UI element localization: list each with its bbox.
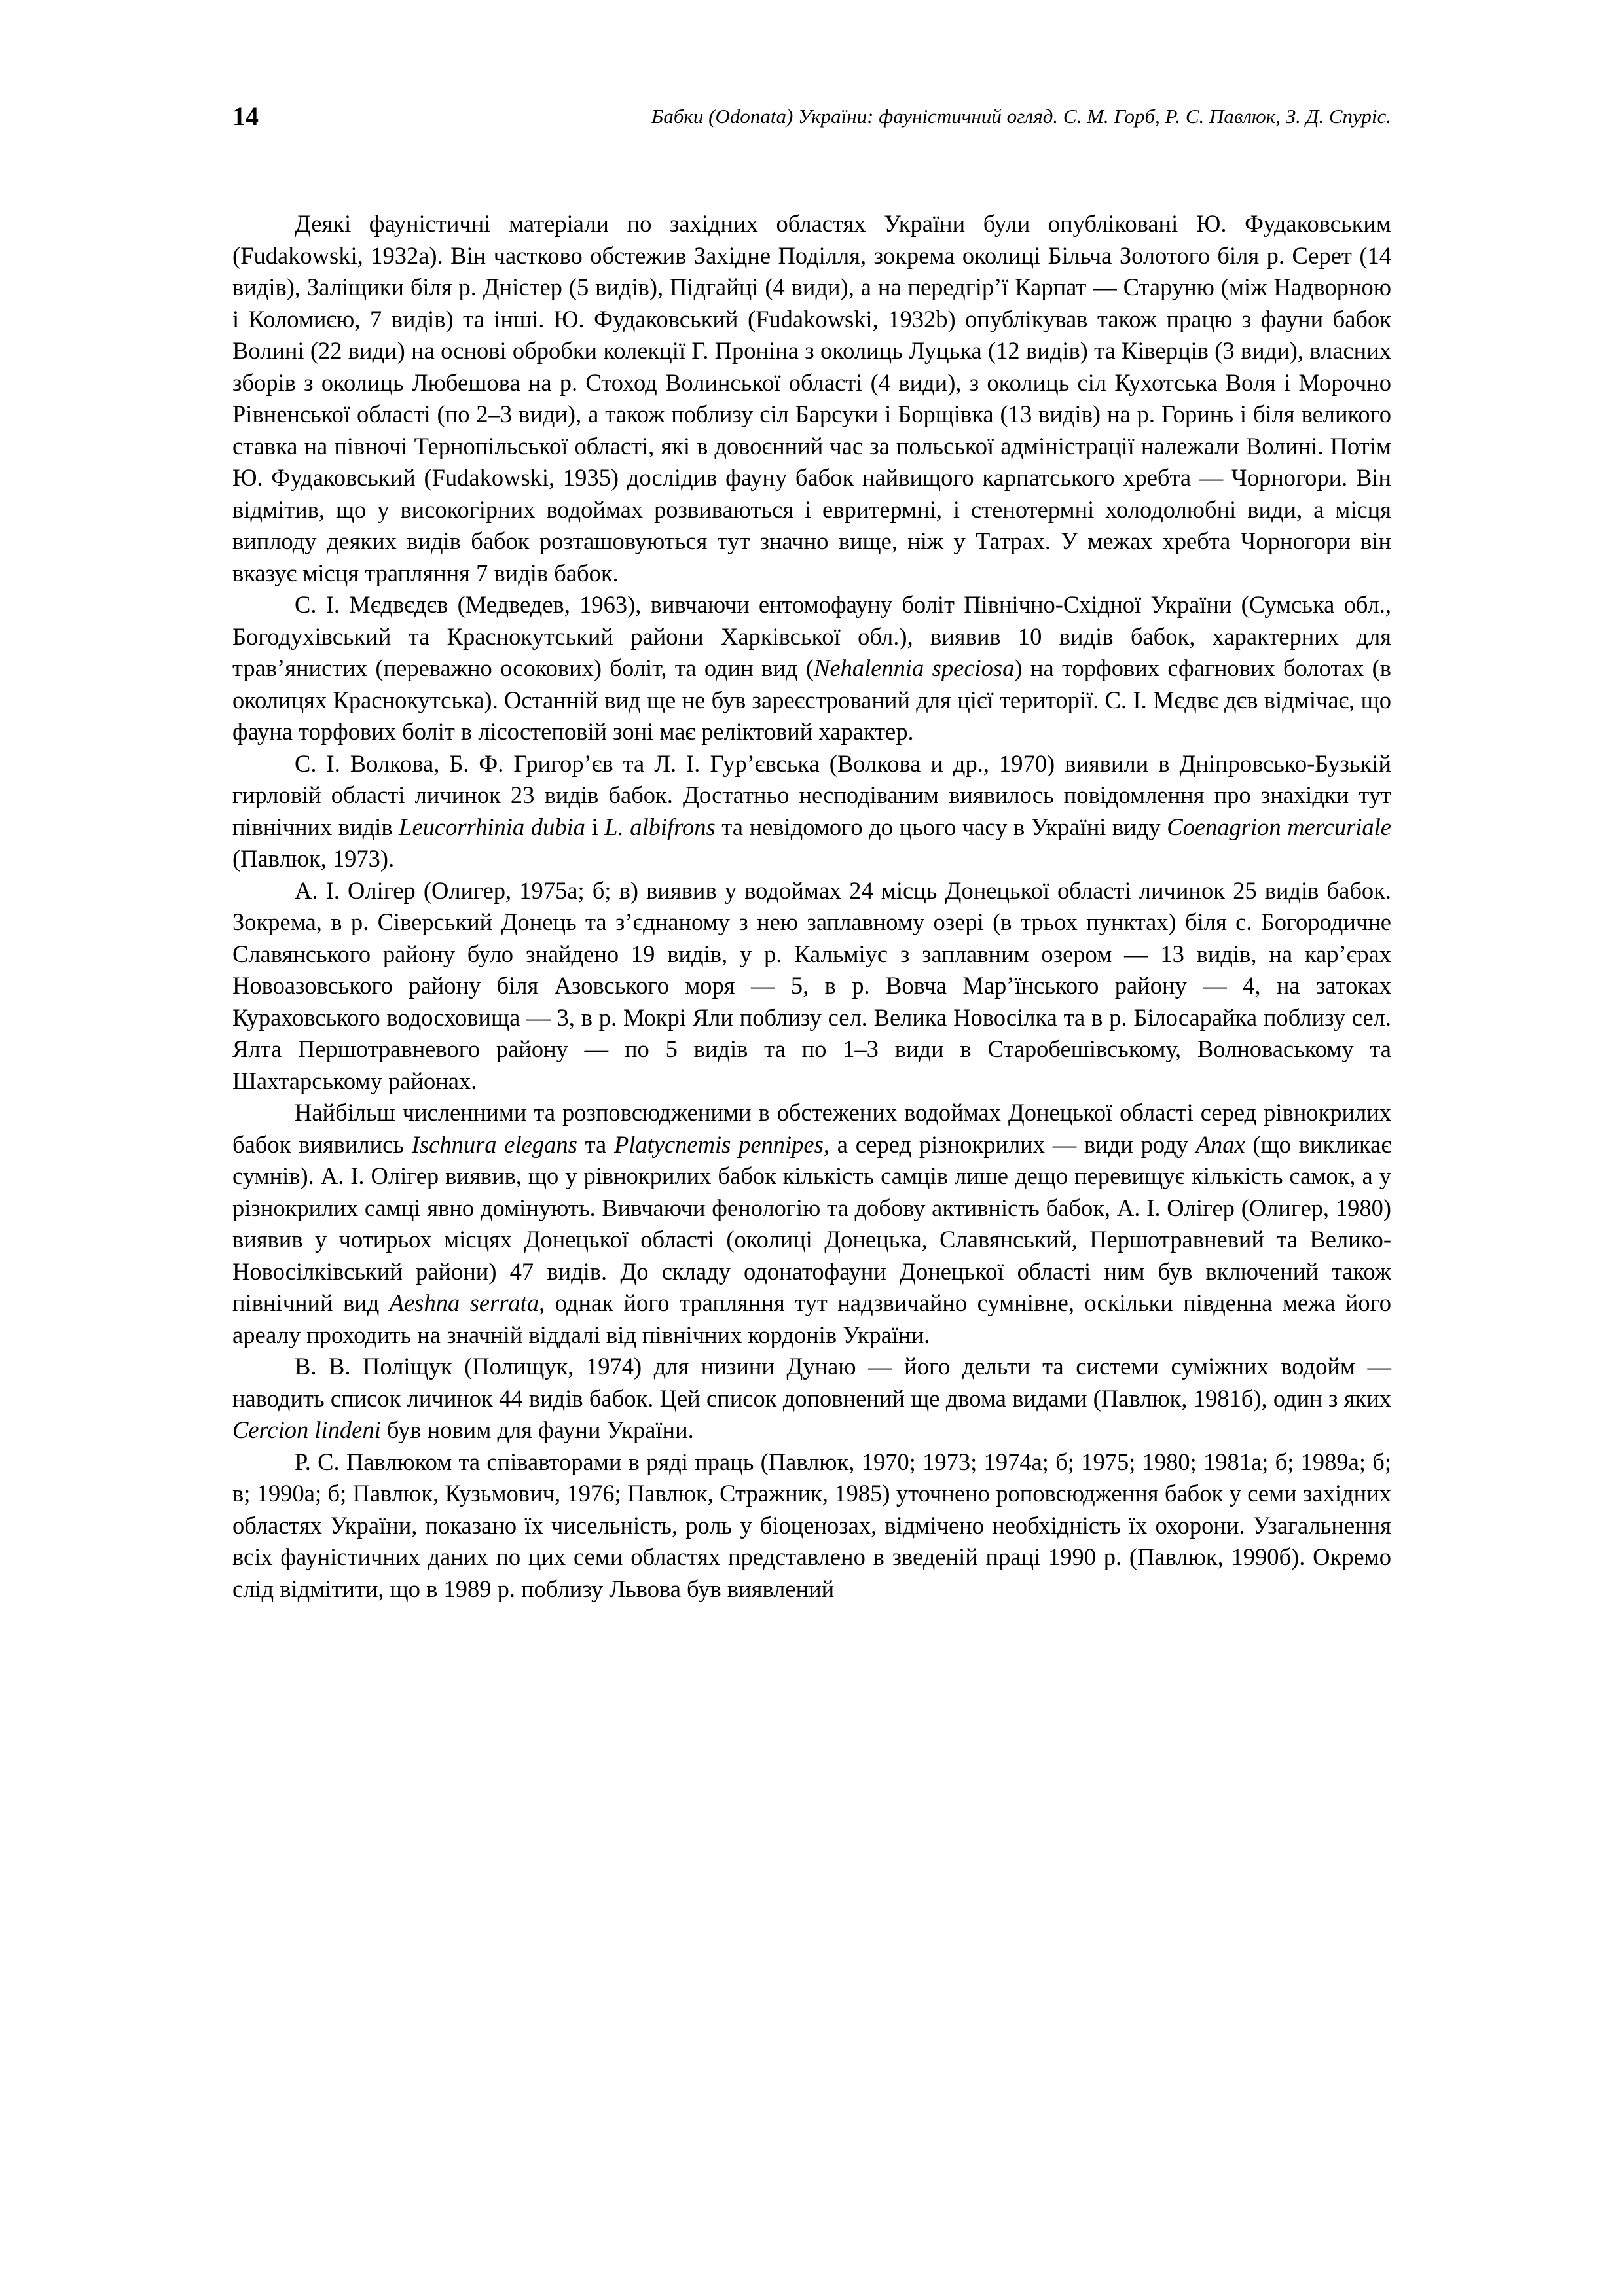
paragraph-text: та xyxy=(577,1130,614,1158)
species-name: Coenagrion mercuriale xyxy=(1167,813,1392,840)
species-name: Aeshna serrata xyxy=(389,1289,539,1316)
paragraph-text: та невідомого до цього часу в Україні виду xyxy=(715,813,1167,840)
species-name: Ischnura elegans xyxy=(411,1130,577,1158)
paragraph-text: і xyxy=(585,813,605,840)
paragraph xyxy=(232,208,1391,589)
species-name: L. albifrons xyxy=(604,813,716,840)
paragraph-text: А. І. Олігер (Олигер, 1975а; б; в) виявив у водоймах 24 місць Донецької області личинок 25 видів бабок. Зокрема, в р. Сіверський Донець та з’єднаному з нею заплавному озері (в трьох пунктах) біля с. Богородичне Славянського району було знайдено 19 видів, у р. Кальміус з заплавним озером — 13 видів, на кар’єрах Новоазовського району біля Азовського моря — 5, в р. Вовча Мар’їнського району — 4, на затоках Кураховського водосховища — 3, в р. Мокрі Яли поблизу сел. Велика Новосілка та в р. Білосарайка поблизу сел. Ялта Першотравневого району — по 5 видів та по 1–3 види в Старобешівському, Волноваському та Шахтарському районах. xyxy=(232,876,1391,1094)
paragraph xyxy=(232,748,1391,875)
page-header xyxy=(232,97,1391,136)
paragraph-text: , однак його трапляння тут надзвичайно сумнівне, оскільки південна межа його ареалу проходить на значній віддалі від північних кордонів України. xyxy=(232,1289,1391,1348)
paragraph-text: Найбільш численними та розповсюдженими в обстежених водоймах Донецької області серед рівнокрилих бабок виявились xyxy=(232,1099,1391,1158)
paragraph-text: В. В. Поліщук (Полищук, 1974) для низини Дунаю — його дельти та системи суміжних водойм — наводить список личинок 44 видів бабок. Цей список доповнений ще двома видами (Павлюк, 1981б), один з яких xyxy=(232,1353,1391,1412)
species-name: Cercion lindeni xyxy=(232,1416,381,1443)
body-text xyxy=(232,208,1391,1605)
paragraph-text: (Павлюк, 1973). xyxy=(232,845,395,872)
paragraph-text: Р. С. Павлюком та співавторами в ряді праць (Павлюк, 1970; 1973; 1974а; б; 1975; 1980; 1981а; б; 1989а; б; в; 1990а; б; Павлюк, Кузьмович, 1976; Павлюк, Стражник, 1985) уточнено роповсюдження бабок у семи західних областях України, показано їх чисельність, роль у біоценозах, відмічено необхідність їх охорони. Узагальнення всіх фауністичних даних по цих семи областях представлено в зведеній праці 1990 р. (Павлюк, 1990б). Окремо слід відмітити, що в 1989 р. поблизу Львова був виявлений xyxy=(232,1448,1391,1602)
paragraph-text: був новим для фауни України. xyxy=(380,1416,694,1443)
paragraph-text: С. І. Мєдвєдєв (Медведев, 1963), вивчаючи ентомофауну боліт Північно-Східної України (Сумська обл., Богодухівський та Краснокутський райони Харківської обл.), виявив 10 видів бабок, характерних для трав’янистих (переважно осокових) боліт, та один вид ( xyxy=(232,591,1391,681)
running-title: Бабки (Odonata) України: фауністичний огляд. С. М. Горб, Р. С. Павлюк, З. Д. Спуріс. xyxy=(651,105,1391,128)
paragraph-text: , а серед різнокрилих — види роду xyxy=(823,1130,1196,1158)
species-name: Platycnemis pennipes xyxy=(613,1130,824,1158)
paragraph xyxy=(232,1446,1391,1605)
species-name: Leucorrhinia dubia xyxy=(399,813,585,840)
page-number: 14 xyxy=(232,101,259,131)
paragraph-text: (що викликає сумнів). А. І. Олігер виявив, що у рівнокрилих бабок кількість самців лише дещо перевищує кількість самок, а у різнокрилих самці явно домінують. Вивчаючи фенологію та добову активність бабок, А. І. Олігер (Олигер, 1980) виявив у чотирьох місцях Донецької області (околиці Донецька, Славянський, Першотравневий та Велико-Новосілківський райони) 47 видів. До складу одонатофауни Донецької області ним був включений також північний вид xyxy=(232,1130,1391,1316)
paragraph xyxy=(232,589,1391,748)
paragraph-text: С. І. Волкова, Б. Ф. Григор’єв та Л. І. Гур’євська (Волкова и др., 1970) виявили в Дніпровсько-Бузькій гирловій області личинок 23 видів бабок. Достатньо несподіваним виявилось повідомлення про знахідки тут північних видів xyxy=(232,749,1391,840)
paragraph-text: Деякі фауністичні матеріали по західних областях України були опубліковані Ю. Фудаковським (Fudakowski, 1932a). Він частково обстежив Західне Поділля, зокрема околиці Більча Золотого біля р. Серет (14 видів), Заліщики біля р. Дністер (5 видів), Підгайці (4 види), а на передгір’ї Карпат — Старуню (між Надворною і Коломиєю, 7 видів) та інші. Ю. Фудаковський (Fudakowski, 1932b) опублікував також працю з фауни бабок Волині (22 види) на основі обробки колекції Г. Проніна з околиць Луцька (12 видів) та Ківерців (3 види), власних зборів з околиць Любешова на р. Стоход Волинської області (4 види), з околиць сіл Кухотська Воля і Морочно Рівненської області (по 2–3 види), а також поблизу сіл Барсуки і Борщівка (13 видів) на р. Горинь і біля великого ставка на півночі Тернопільської області, які в довоєнний час за польської адміністрації належали Волині. Потім Ю. Фудаковський (Fudakowski, 1935) дослідив фауну бабок найвищого карпатського хребта — Чорногори. Він відмітив, що у високогірних водоймах розвиваються і евритермні, і стенотермні холодолюбні види, а місця виплоду деяких видів бабок розташовуються тут значно вище, ніж у Татрах. У межах хребта Чорногори він вказує місця трапляння 7 видів бабок. xyxy=(232,210,1391,586)
paragraph xyxy=(232,875,1391,1098)
species-name: Nehalennia speciosa xyxy=(814,655,1015,681)
paragraph-text: ) на торфових сфагнових болотах (в околицях Краснокутська). Останній вид ще не був зареєстрований для цієї території. С. І. Мєдвє дєв відмічає, що фауна торфових боліт в лісостеповій зоні має реліктовий характер. xyxy=(232,655,1391,745)
paragraph xyxy=(232,1097,1391,1351)
species-name: Anax xyxy=(1195,1130,1245,1158)
paragraph xyxy=(232,1351,1391,1446)
